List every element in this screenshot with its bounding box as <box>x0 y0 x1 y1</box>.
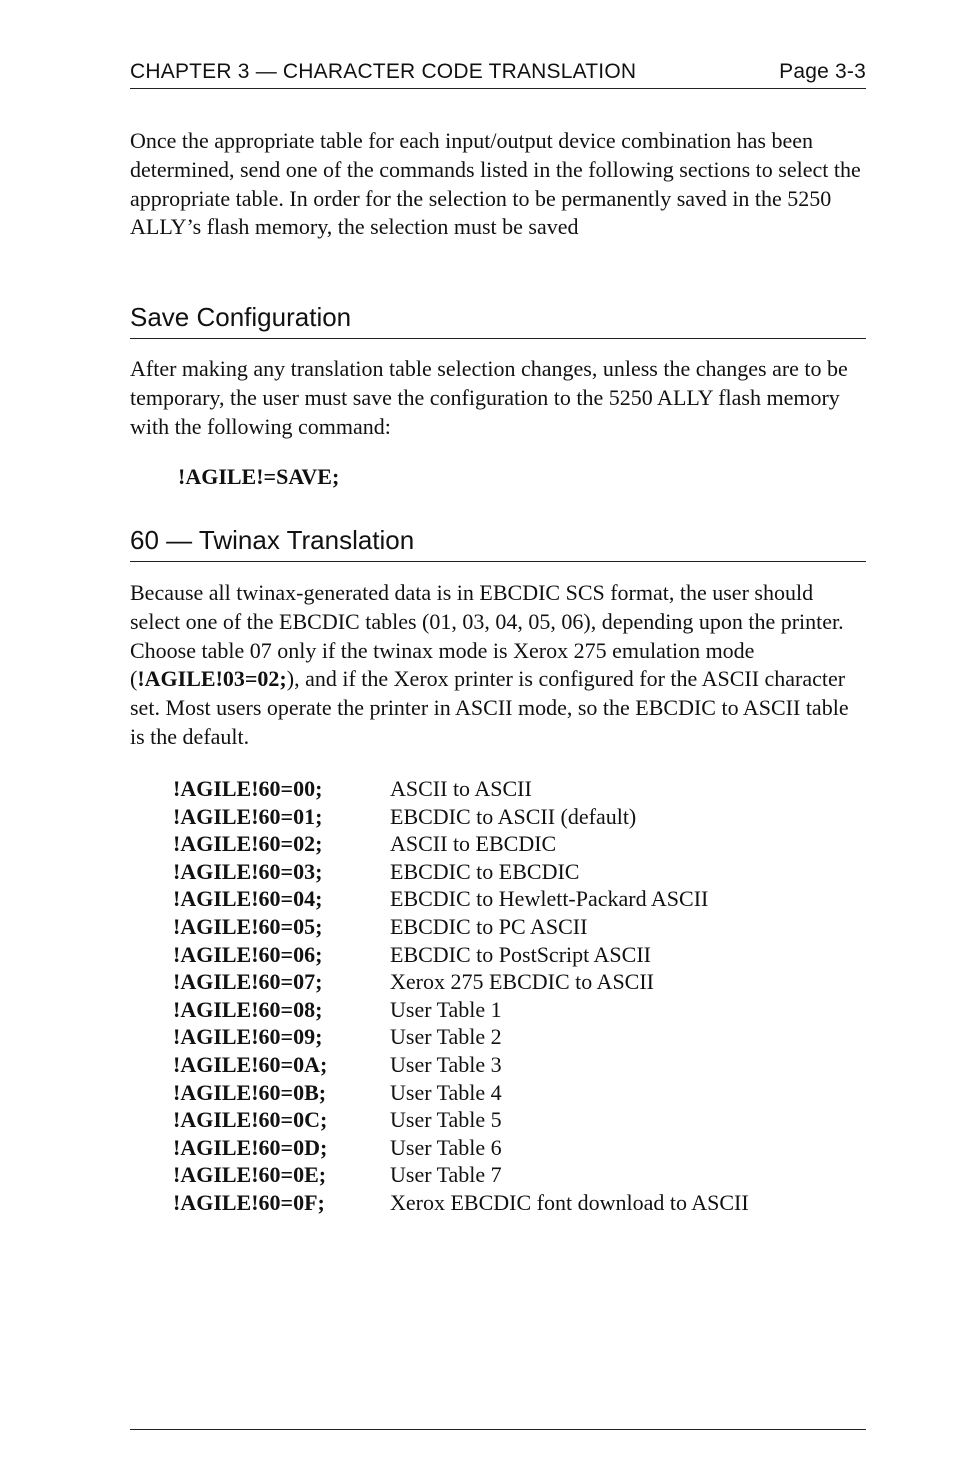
table-row <box>173 803 873 831</box>
table-row <box>173 913 873 941</box>
table-row <box>173 1161 873 1189</box>
command-description: User Table 1 <box>390 996 502 1022</box>
table-row <box>173 830 873 858</box>
twinax-paragraph <box>130 579 866 752</box>
save-command: !AGILE!=SAVE; <box>178 464 340 489</box>
running-header <box>130 58 866 89</box>
command-code: !AGILE!60=08; <box>173 996 323 1022</box>
intro-paragraph: Once the appropriate table for each input/output device combination has been determined, send one of the commands listed in the following sections to select the appropriate table. In order for the selection to be permanently saved in the 5250 ALLY’s flash memory, the selection must be saved <box>130 128 861 240</box>
chapter-title: CHAPTER 3 — CHARACTER CODE TRANSLATION <box>130 60 637 83</box>
command-code: !AGILE!60=0E; <box>173 1162 327 1188</box>
command-description: ASCII to EBCDIC <box>390 831 557 857</box>
command-description: EBCDIC to PC ASCII <box>390 913 588 939</box>
command-description: User Table 4 <box>390 1079 502 1105</box>
table-row <box>173 941 873 969</box>
table-row <box>173 775 873 803</box>
section-heading-twinax-translation <box>130 525 866 562</box>
command-code: !AGILE!60=0D; <box>173 1134 328 1160</box>
command-code: !AGILE!60=00; <box>173 776 323 801</box>
twinax-text-before: Because all twinax-generated data is in EBCDIC SCS format, the user should select one of the EBCDIC tables (01, 03, 04, 05, 06), depending upon the printer. Choose table 07 only if the twinax mode is Xerox 275 emulation mode ( <box>130 580 844 692</box>
section-heading-text: Save Configuration <box>130 302 352 332</box>
command-code: !AGILE!60=07; <box>173 969 323 995</box>
table-row <box>173 885 873 913</box>
command-code: !AGILE!60=05; <box>173 913 323 939</box>
twinax-text-after: ), and if the Xerox printer is configured for the ASCII character set. Most users operate the printer in ASCII mode, so the EBCDIC to ASCII table is the default. <box>130 666 849 749</box>
command-description: User Table 3 <box>390 1051 502 1077</box>
command-code: !AGILE!60=09; <box>173 1024 323 1050</box>
command-code: !AGILE!60=06; <box>173 941 323 967</box>
command-code: !AGILE!60=01; <box>173 803 323 829</box>
section-heading-save-configuration <box>130 302 866 339</box>
command-code: !AGILE!60=0F; <box>173 1189 325 1215</box>
command-code: !AGILE!60=04; <box>173 886 323 912</box>
command-table <box>173 775 873 1217</box>
command-description: Xerox EBCDIC font download to ASCII <box>390 1189 749 1215</box>
table-row <box>173 1106 873 1134</box>
table-row <box>173 1134 873 1162</box>
command-code: !AGILE!60=0A; <box>173 1051 328 1077</box>
command-description: EBCDIC to EBCDIC <box>390 858 580 884</box>
table-row <box>173 996 873 1024</box>
page-number: Page 3-3 <box>779 60 866 83</box>
table-row <box>173 858 873 886</box>
command-description: ASCII to ASCII <box>390 776 532 801</box>
command-description: User Table 6 <box>390 1134 502 1160</box>
command-code: !AGILE!60=0C; <box>173 1107 328 1133</box>
section-heading-text: 60 — Twinax Translation <box>130 525 415 555</box>
footer-rule <box>130 1429 866 1430</box>
table-row <box>173 1079 873 1107</box>
inline-command: !AGILE!03=02; <box>137 666 287 692</box>
table-row <box>173 1051 873 1079</box>
table-row <box>173 1189 873 1217</box>
command-code: !AGILE!60=02; <box>173 831 323 857</box>
command-description: User Table 2 <box>390 1024 502 1050</box>
table-row <box>173 968 873 996</box>
command-description: Xerox 275 EBCDIC to ASCII <box>390 969 654 995</box>
command-code: !AGILE!60=0B; <box>173 1079 327 1105</box>
command-description: User Table 5 <box>390 1107 502 1133</box>
command-code: !AGILE!60=03; <box>173 858 323 884</box>
table-row <box>173 1023 873 1051</box>
command-description: User Table 7 <box>390 1162 502 1188</box>
save-paragraph: After making any translation table selection changes, unless the changes are to be temporary, the user must save the configuration to the 5250 ALLY flash memory with the following command: <box>130 356 848 439</box>
command-description: EBCDIC to PostScript ASCII <box>390 941 651 967</box>
command-description: EBCDIC to Hewlett-Packard ASCII <box>390 886 709 912</box>
command-description: EBCDIC to ASCII (default) <box>390 803 637 829</box>
